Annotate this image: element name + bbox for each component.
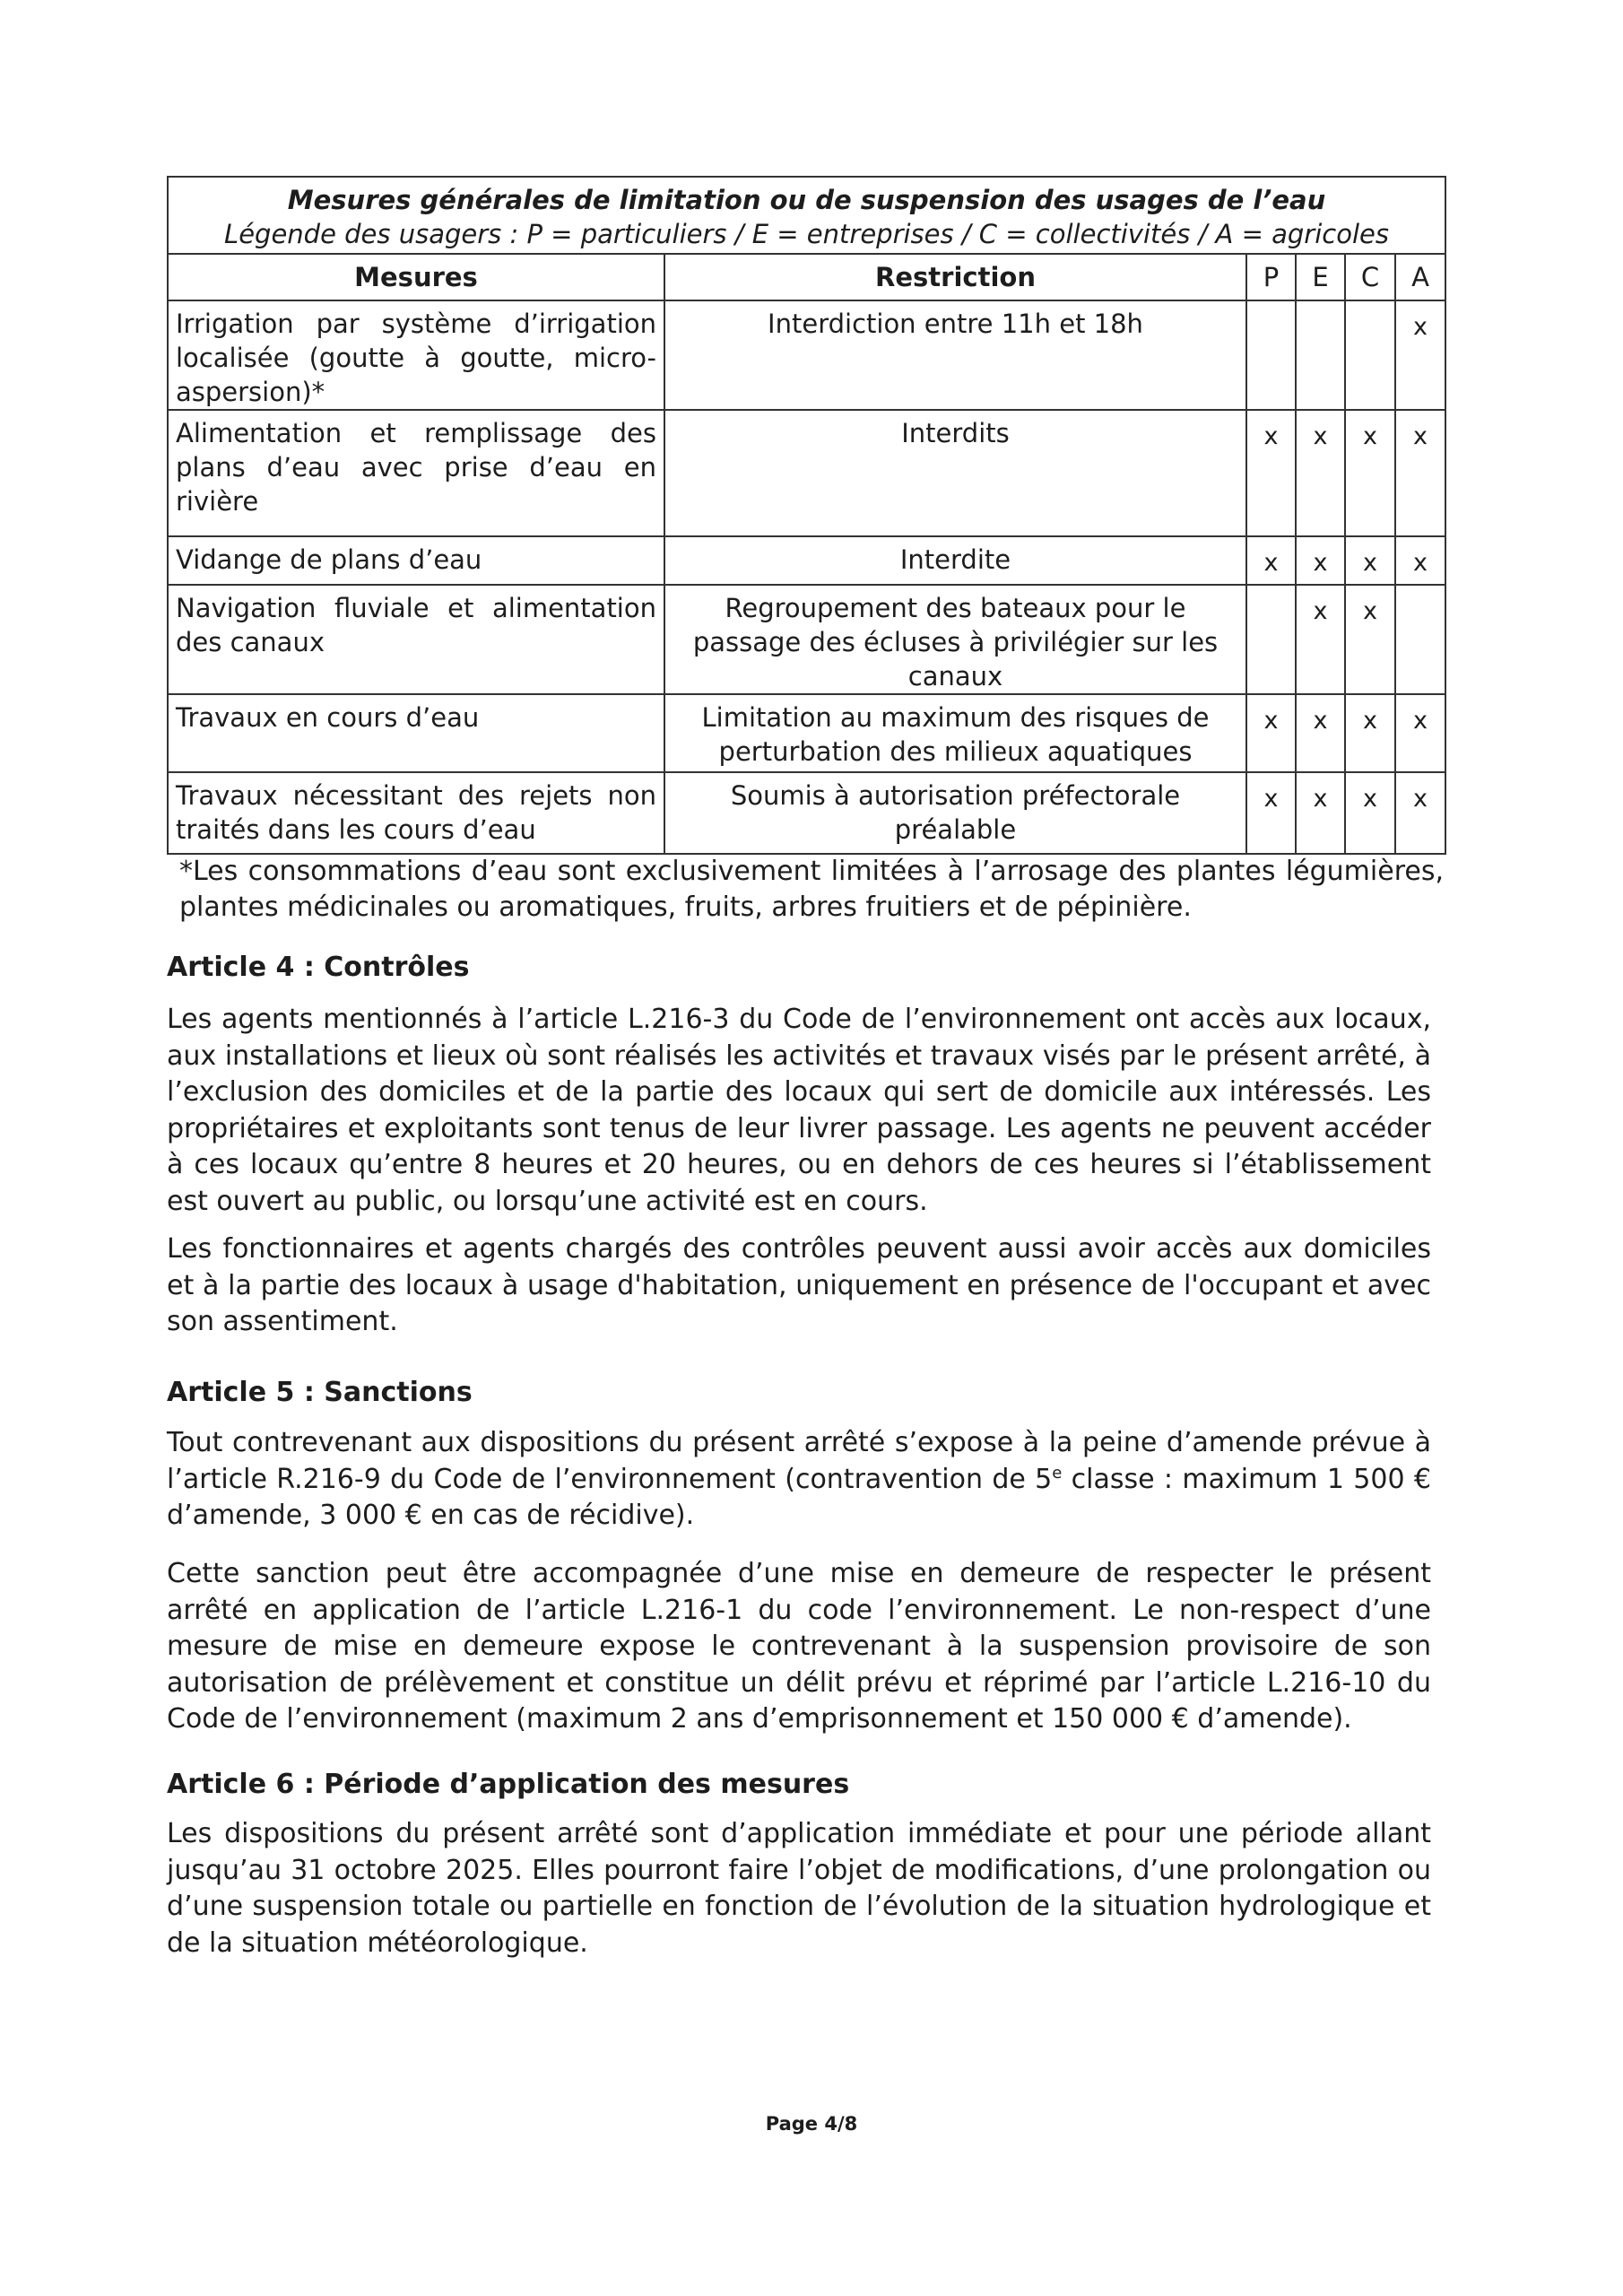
header-mesures: Mesures	[168, 254, 664, 300]
cell-mesure: Navigation fluviale et alimentation des canaux	[168, 585, 664, 694]
table-legend-cell	[168, 177, 1445, 254]
cell-a: x	[1395, 772, 1445, 854]
cell-a	[1395, 585, 1445, 694]
article-4-paragraph-1: Les agents mentionnés à l’article L.216-3 du Code de l’environnement ont accès aux locaux, aux installations et lieux où sont réalisés les activités et travaux visés par le présent arrêté, à l’exclusion des domiciles et de la partie des locaux qui sert de domicile aux intéressés. Les propriétaires et exploitants sont tenus de leur livrer passage. Les agents ne peuvent accéder à ces locaux qu’entre 8 heures et 20 heures, ou en dehors de ces heures si l’établissement est ouvert au public, ou lorsqu’une activité est en cours.	[167, 1004, 1431, 1217]
table-row	[168, 300, 1445, 410]
cell-p: x	[1246, 410, 1296, 536]
header-restriction: Restriction	[664, 254, 1246, 300]
cell-c: x	[1345, 410, 1395, 536]
article-6-paragraph-1: Les dispositions du présent arrêté sont d’application immédiate et pour une période allant jusqu’au 31 octobre 2025. Elles pourront faire l’objet de modifications, d’une prolongation ou d’une suspension totale ou partielle en fonction de l’évolution de la situation hydrologique et de la situation météorologique.	[167, 1818, 1431, 1959]
cell-a: x	[1395, 300, 1445, 410]
cell-a: x	[1395, 410, 1445, 536]
cell-c	[1345, 300, 1395, 410]
table-header-row	[168, 254, 1445, 300]
cell-mesure: Travaux en cours d’eau	[168, 694, 664, 772]
cell-restriction: Regroupement des bateaux pour le passage des écluses à privilégier sur les canaux	[664, 585, 1246, 694]
header-c: C	[1345, 254, 1395, 300]
cell-e: x	[1296, 536, 1345, 585]
cell-e: x	[1296, 410, 1345, 536]
page-number: Page 4/8	[765, 2113, 858, 2135]
measures-table	[167, 176, 1446, 855]
cell-a: x	[1395, 536, 1445, 585]
article-5-text-end: classe : maximum 1 500 € d’amende, 3 000 € en cas de récidive).	[167, 1463, 1431, 1531]
cell-c: x	[1345, 694, 1395, 772]
cell-p: x	[1246, 694, 1296, 772]
cell-p: x	[1246, 536, 1296, 585]
article-5-text-start: Tout contrevenant aux dispositions du présent arrêté s’expose à la peine d’amende prévue à l’article R.216-9 du Code de l’environnement (contravention de 5	[167, 1427, 1431, 1495]
cell-restriction: Soumis à autorisation préfectorale préalable	[664, 772, 1246, 854]
cell-p: x	[1246, 772, 1296, 854]
article-5-title: Article 5 : Sanctions	[167, 1377, 473, 1408]
cell-mesure: Alimentation et remplissage des plans d’eau avec prise d’eau en rivière	[168, 410, 664, 536]
cell-mesure: Vidange de plans d’eau	[168, 536, 664, 585]
cell-restriction: Interdits	[664, 410, 1246, 536]
table-row	[168, 585, 1445, 694]
header-e: E	[1296, 254, 1345, 300]
table-legend-row	[168, 177, 1445, 254]
article-5-paragraph-1	[167, 1425, 1431, 1535]
cell-c: x	[1345, 585, 1395, 694]
cell-e: x	[1296, 585, 1345, 694]
table-row	[168, 772, 1445, 854]
cell-e	[1296, 300, 1345, 410]
cell-c: x	[1345, 536, 1395, 585]
table-title: Mesures générales de limitation ou de suspension des usages de l’eau	[287, 185, 1326, 215]
cell-e: x	[1296, 772, 1345, 854]
superscript: e	[1052, 1463, 1063, 1483]
cell-p	[1246, 300, 1296, 410]
table-row	[168, 410, 1445, 536]
cell-e: x	[1296, 694, 1345, 772]
article-4-paragraph-2: Les fonctionnaires et agents chargés des contrôles peuvent aussi avoir accès aux domiciles et à la partie des locaux à usage d'habitation, uniquement en présence de l'occupant et avec son assentiment.	[167, 1233, 1431, 1337]
cell-a: x	[1395, 694, 1445, 772]
cell-c: x	[1345, 772, 1395, 854]
article-6-title: Article 6 : Période d’application des mesures	[167, 1769, 850, 1800]
cell-p	[1246, 585, 1296, 694]
cell-mesure: Irrigation par système d’irrigation localisée (goutte à goutte, micro-aspersion)*	[168, 300, 664, 410]
article-5-paragraph-2: Cette sanction peut être accompagnée d’une mise en demeure de respecter le présent arrêté en application de l’article L.216-1 du code l’environnement. Le non-respect d’une mesure de mise en demeure expose le contrevenant à la suspension provisoire de son autorisation de prélèvement et constitue un délit prévu et réprimé par l’article L.216-10 du Code de l’environnement (maximum 2 ans d’emprisonnement et 150 000 € d’amende).	[167, 1558, 1431, 1735]
table-row	[168, 694, 1445, 772]
table-footnote: *Les consommations d’eau sont exclusivement limitées à l’arrosage des plantes légumières, plantes médicinales ou aromatiques, fruits, arbres fruitiers et de pépinière.	[179, 856, 1444, 923]
header-p: P	[1246, 254, 1296, 300]
header-a: A	[1395, 254, 1445, 300]
table-legend: Légende des usagers : P = particuliers / E = entreprises / C = collectivités / A = agricoles	[224, 219, 1389, 249]
cell-restriction: Limitation au maximum des risques de perturbation des milieux aquatiques	[664, 694, 1246, 772]
table-row	[168, 536, 1445, 585]
article-4-title: Article 4 : Contrôles	[167, 952, 470, 983]
cell-mesure: Travaux nécessitant des rejets non traités dans les cours d’eau	[168, 772, 664, 854]
cell-restriction: Interdiction entre 11h et 18h	[664, 300, 1246, 410]
cell-restriction: Interdite	[664, 536, 1246, 585]
